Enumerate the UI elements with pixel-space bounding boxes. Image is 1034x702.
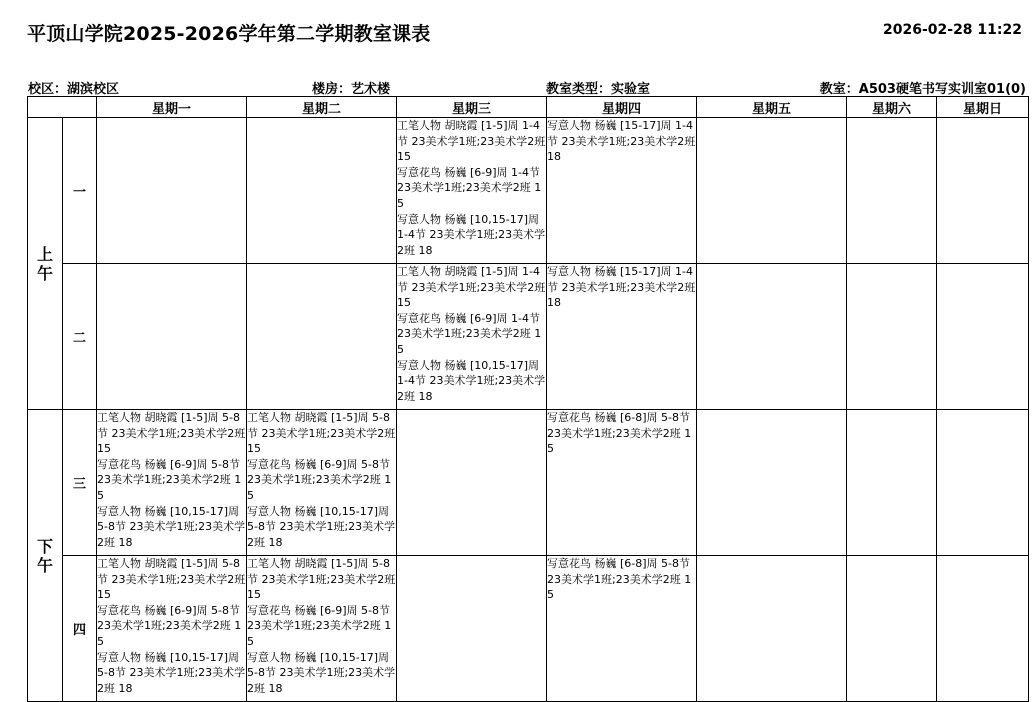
day-header-wed: 星期三 xyxy=(397,97,547,118)
course-entry: 写意人物 杨巍 [10,15-17]周 5-8节 23美术学1班;23美术学2班 18 xyxy=(97,650,246,695)
page-title: 平顶山学院2025-2026学年第二学期教室课表 xyxy=(27,23,431,45)
course-entry: 写意人物 杨巍 [10,15-17]周 1-4节 23美术学1班;23美术学2班 18 xyxy=(397,358,546,403)
schedule-cell xyxy=(247,118,397,264)
schedule-cell xyxy=(97,410,247,556)
schedule-cell xyxy=(247,264,397,410)
section-label: 二 xyxy=(63,264,97,410)
timetable xyxy=(27,96,1029,702)
schedule-cell xyxy=(547,264,697,410)
course-entry: 写意花鸟 杨巍 [6-9]周 1-4节 23美术学1班;23美术学2班 15 xyxy=(397,165,542,210)
schedule-cell xyxy=(697,556,847,702)
schedule-cell xyxy=(847,118,937,264)
day-header-thu: 星期四 xyxy=(547,97,697,118)
schedule-cell xyxy=(397,556,547,702)
section-label: 三 xyxy=(63,410,97,556)
section-label: 四 xyxy=(63,556,97,702)
schedule-cell xyxy=(937,410,1029,556)
schedule-cell xyxy=(847,556,937,702)
course-entry: 写意花鸟 杨巍 [6-9]周 5-8节 23美术学1班;23美术学2班 15 xyxy=(247,457,392,502)
schedule-cell xyxy=(547,118,697,264)
table-row xyxy=(28,556,1029,702)
schedule-cell xyxy=(247,556,397,702)
day-header-tue: 星期二 xyxy=(247,97,397,118)
course-entry: 写意人物 杨巍 [15-17]周 1-4节 23美术学1班;23美术学2班 18 xyxy=(547,265,696,310)
period-morning xyxy=(28,118,63,410)
course-entry: 工笔人物 胡晓霞 [1-5]周 5-8节 23美术学1班;23美术学2班 15 xyxy=(97,411,246,456)
schedule-cell xyxy=(97,264,247,410)
corner-cell xyxy=(28,97,97,118)
table-row xyxy=(28,118,1029,264)
course-entry: 工笔人物 胡晓霞 [1-5]周 1-4节 23美术学1班;23美术学2班 15 xyxy=(397,265,546,310)
course-entry: 写意人物 杨巍 [10,15-17]周 1-4节 23美术学1班;23美术学2班 18 xyxy=(397,212,546,257)
schedule-cell xyxy=(937,264,1029,410)
schedule-cell xyxy=(697,264,847,410)
course-entry: 写意人物 杨巍 [15-17]周 1-4节 23美术学1班;23美术学2班 18 xyxy=(547,119,696,164)
course-entry: 写意花鸟 杨巍 [6-8]周 5-8节 23美术学1班;23美术学2班 15 xyxy=(547,557,692,602)
course-entry: 写意花鸟 杨巍 [6-9]周 1-4节 23美术学1班;23美术学2班 15 xyxy=(397,311,542,356)
course-entry: 工笔人物 胡晓霞 [1-5]周 5-8节 23美术学1班;23美术学2班 15 xyxy=(247,411,396,456)
course-entry: 写意花鸟 杨巍 [6-9]周 5-8节 23美术学1班;23美术学2班 15 xyxy=(97,457,242,502)
print-timestamp: 2026-02-28 11:22 xyxy=(883,22,1022,38)
course-entry: 工笔人物 胡晓霞 [1-5]周 1-4节 23美术学1班;23美术学2班 15 xyxy=(397,119,546,164)
room-type-label: 教室类型：实验室 xyxy=(546,82,651,97)
course-entry: 写意花鸟 杨巍 [6-9]周 5-8节 23美术学1班;23美术学2班 15 xyxy=(97,603,242,648)
schedule-cell xyxy=(397,118,547,264)
day-header-sun: 星期日 xyxy=(937,97,1029,118)
schedule-cell xyxy=(847,264,937,410)
schedule-cell xyxy=(937,556,1029,702)
schedule-cell xyxy=(97,118,247,264)
period-afternoon xyxy=(28,410,63,702)
day-header-row xyxy=(28,97,1029,118)
day-header-fri: 星期五 xyxy=(697,97,847,118)
schedule-cell xyxy=(397,264,547,410)
campus-label: 校区：湖滨校区 xyxy=(28,82,120,97)
section-label: 一 xyxy=(63,118,97,264)
schedule-cell xyxy=(847,410,937,556)
period-label: 下 午 xyxy=(36,536,53,575)
course-entry: 写意花鸟 杨巍 [6-9]周 5-8节 23美术学1班;23美术学2班 15 xyxy=(247,603,392,648)
building-label: 楼房：艺术楼 xyxy=(312,82,391,97)
course-entry: 写意人物 杨巍 [10,15-17]周 5-8节 23美术学1班;23美术学2班 18 xyxy=(247,504,396,549)
course-entry: 写意人物 杨巍 [10,15-17]周 5-8节 23美术学1班;23美术学2班 18 xyxy=(247,650,396,695)
course-entry: 写意人物 杨巍 [10,15-17]周 5-8节 23美术学1班;23美术学2班 18 xyxy=(97,504,246,549)
table-row xyxy=(28,410,1029,556)
schedule-cell xyxy=(97,556,247,702)
day-header-mon: 星期一 xyxy=(97,97,247,118)
schedule-cell xyxy=(937,118,1029,264)
schedule-cell xyxy=(697,410,847,556)
classroom-label: 教室：A503硬笔书写实训室01(0) xyxy=(819,82,1026,97)
period-label: 上 午 xyxy=(36,244,53,283)
schedule-cell xyxy=(247,410,397,556)
course-entry: 工笔人物 胡晓霞 [1-5]周 5-8节 23美术学1班;23美术学2班 15 xyxy=(97,557,246,602)
schedule-cell xyxy=(397,410,547,556)
table-row xyxy=(28,264,1029,410)
schedule-cell xyxy=(547,410,697,556)
schedule-cell xyxy=(547,556,697,702)
course-entry: 写意花鸟 杨巍 [6-8]周 5-8节 23美术学1班;23美术学2班 15 xyxy=(547,411,692,456)
course-entry: 工笔人物 胡晓霞 [1-5]周 5-8节 23美术学1班;23美术学2班 15 xyxy=(247,557,396,602)
schedule-cell xyxy=(697,118,847,264)
day-header-sat: 星期六 xyxy=(847,97,937,118)
